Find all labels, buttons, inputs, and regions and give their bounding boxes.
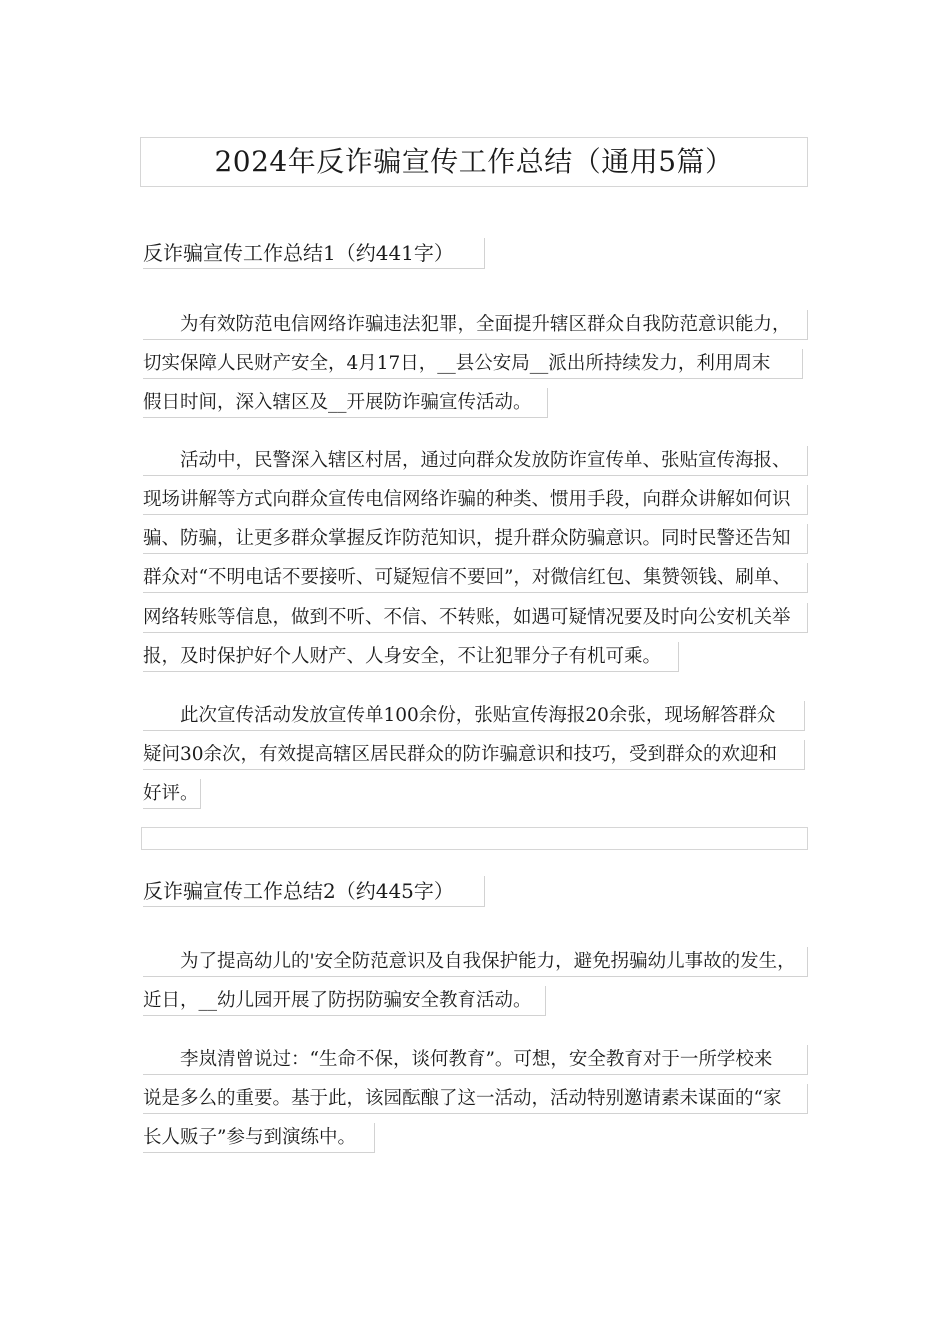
paragraph-line: 说是多么的重要。基于此，该园酝酿了这一活动，活动特别邀请素未谋面的“家 xyxy=(143,1084,808,1114)
paragraph-line: 近日，__幼儿园开展了防拐防骗安全教育活动。 xyxy=(143,986,546,1016)
paragraph-line: 李岚清曾说过：“生命不保，谈何教育”。可想，安全教育对于一所学校来 xyxy=(143,1045,808,1075)
paragraph-line: 网络转账等信息，做到不听、不信、不转账，如遇可疑情况要及时向公安机关举 xyxy=(143,603,808,633)
paragraph-line: 为了提高幼儿的'安全防范意识及自我保护能力，避免拐骗幼儿事故的发生， xyxy=(143,947,808,977)
paragraph-line: 骗、防骗，让更多群众掌握反诈防范知识，提升群众防骗意识。同时民警还告知 xyxy=(143,524,808,554)
paragraph-line: 为有效防范电信网络诈骗违法犯罪，全面提升辖区群众自我防范意识能力， xyxy=(143,310,808,340)
section-heading-2: 反诈骗宣传工作总结2（约445字） xyxy=(143,876,485,907)
paragraph-line: 长人贩子”参与到演练中。 xyxy=(143,1123,375,1153)
paragraph-line: 现场讲解等方式向群众宣传电信网络诈骗的种类、惯用手段，向群众讲解如何识 xyxy=(143,485,808,515)
section-divider xyxy=(141,827,808,850)
paragraph-line: 群众对“不明电话不要接听、可疑短信不要回”，对微信红包、集赞领钱、刷单、 xyxy=(143,563,808,593)
paragraph-line: 此次宣传活动发放宣传单100余份，张贴宣传海报20余张，现场解答群众 xyxy=(143,701,805,731)
paragraph-line: 报，及时保护好个人财产、人身安全，不让犯罪分子有机可乘。 xyxy=(143,642,679,672)
section-heading-1: 反诈骗宣传工作总结1（约441字） xyxy=(143,238,485,269)
document-title: 2024年反诈骗宣传工作总结（通用5篇） xyxy=(140,137,808,187)
paragraph-line: 活动中，民警深入辖区村居，通过向群众发放防诈宣传单、张贴宣传海报、 xyxy=(143,446,808,476)
paragraph-line: 好评。 xyxy=(143,779,201,809)
paragraph-line: 疑问30余次，有效提高辖区居民群众的防诈骗意识和技巧，受到群众的欢迎和 xyxy=(143,740,805,770)
paragraph-line: 假日时间，深入辖区及__开展防诈骗宣传活动。 xyxy=(143,388,548,418)
paragraph-line: 切实保障人民财产安全，4月17日，__县公安局__派出所持续发力，利用周末 xyxy=(143,349,803,379)
